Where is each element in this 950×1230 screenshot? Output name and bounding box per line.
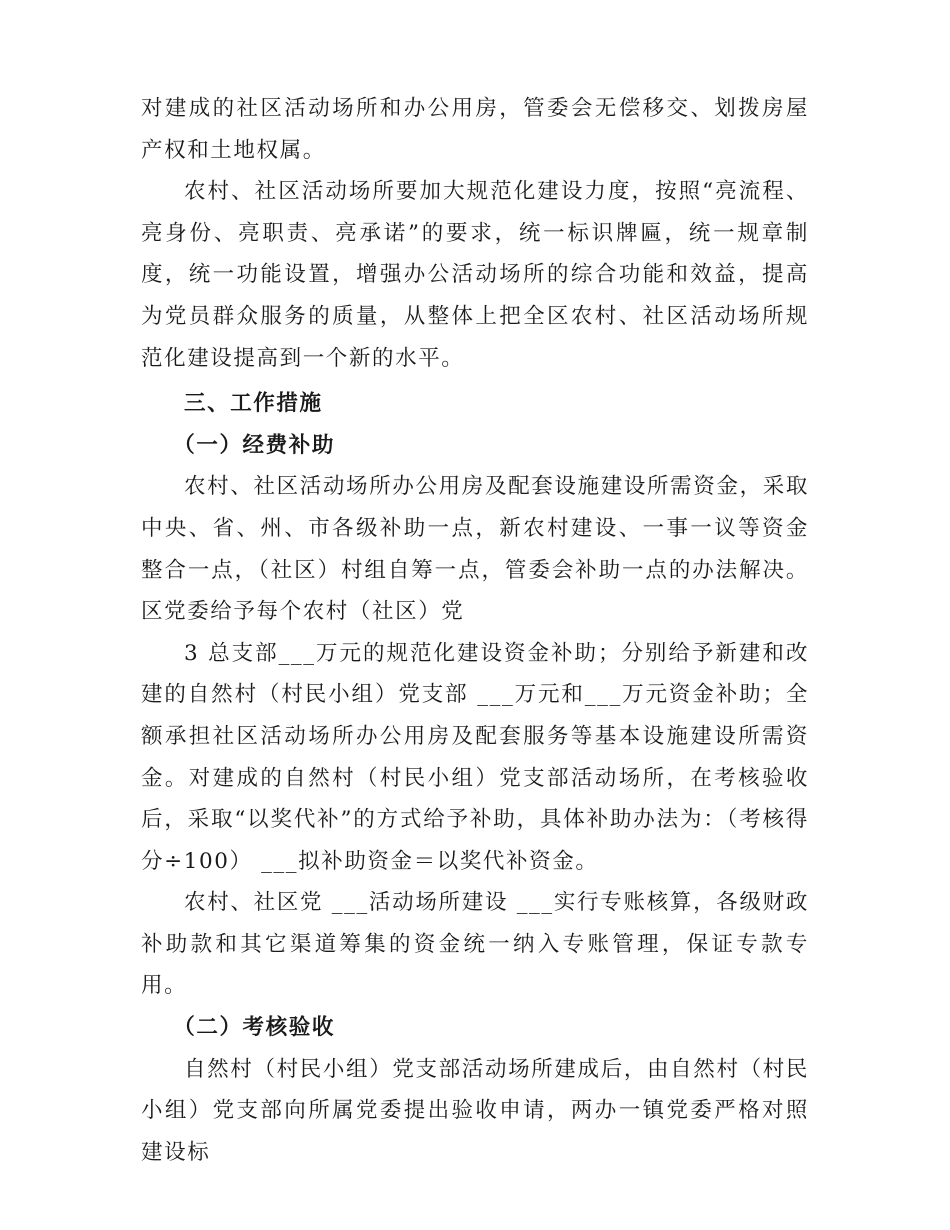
document-body	[141, 88, 809, 1173]
paragraph-standardization: 农村、社区活动场所要加大规范化建设力度，按照“亮流程、亮身份、亮职责、亮承诺”的要求，统一标识牌匾，统一规章制度，统一功能设置，增强办公活动场所的综合功能和效益，提高为党员群众服务的质量，从整体上把全区农村、社区活动场所规范化建设提高到一个新的水平。	[141, 179, 809, 371]
section-heading-measures: 三、工作措施	[184, 391, 323, 417]
paragraph-accounting: 农村、社区党 ___活动场所建设 ___实行专账核算，各级财政补助款和其它渠道筹集的资金统一纳入专账管理，保证专款专用。	[141, 890, 809, 999]
paragraph-land-transfer: 对建成的社区活动场所和办公用房，管委会无偿移交、划拨房屋产权和土地权属。	[141, 96, 809, 163]
subheading-funding: （一）经费补助	[173, 432, 335, 458]
paragraph-subsidy-amounts: 3 总支部___万元的规范化建设资金补助；分别给予新建和改建的自然村（村民小组）党支部 ___万元和___万元资金补助；全额承担社区活动场所办公用房及配套服务等基本设施建设所需资金。对建成的自然村（村民小组）党支部活动场所，在考核验收后，采取“以奖代补”的方式给予补助，具体补助办法为：（考核得分÷100） ___拟补助资金＝以奖代补资金。	[141, 640, 809, 874]
paragraph-funding-sources: 农村、社区活动场所办公用房及配套设施建设所需资金，采取中央、省、州、市各级补助一点，新农村建设、一事一议等资金整合一点，（社区）村组自筹一点，管委会补助一点的办法解决。区党委给予每个农村（社区）党	[141, 474, 809, 625]
subheading-acceptance: （二）考核验收	[173, 1015, 335, 1041]
paragraph-acceptance-process: 自然村（村民小组）党支部活动场所建成后，由自然村（村民小组）党支部向所属党委提出验收申请，两办一镇党委严格对照建设标	[141, 1056, 809, 1165]
